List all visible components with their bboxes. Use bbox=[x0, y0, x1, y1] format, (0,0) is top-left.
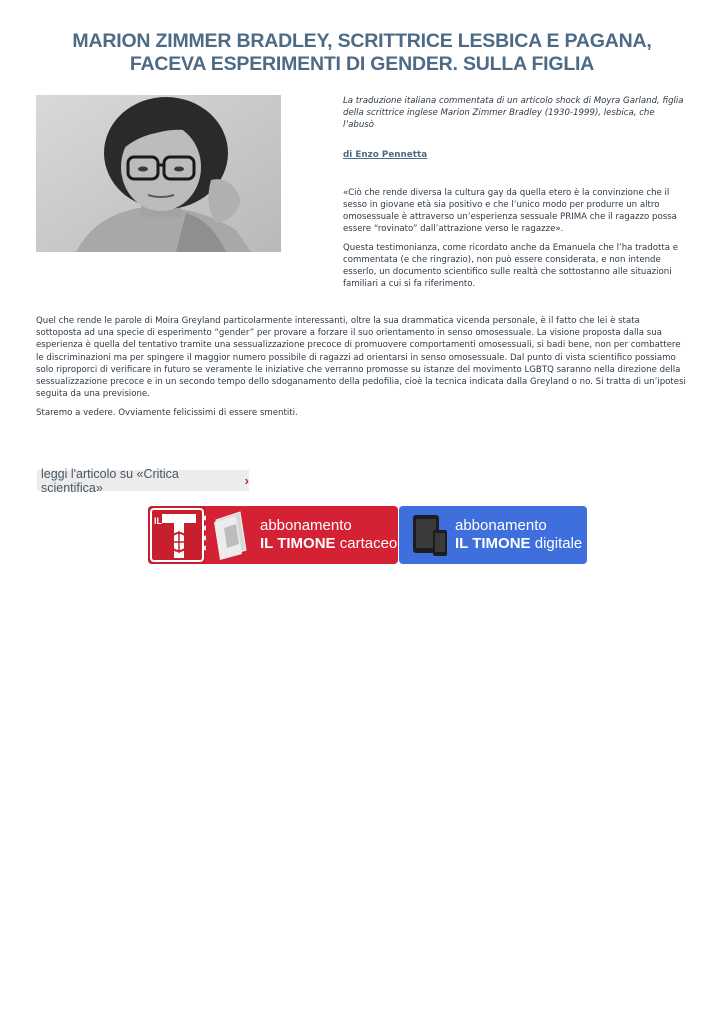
article-intro: La traduzione italiana commentata di un articolo shock di Moyra Garland, figlia della scrittrice inglese Marion Zimmer Bradley (1930-1999), lesbica, che l’abusò bbox=[343, 96, 684, 131]
article-quote: «Ciò che rende diversa la cultura gay da quella etero è la convinzione che il sesso in giovane età sia positivo e che l’unico modo per produrre un altro omosessuale è attraverso un’esperienza sessuale PRIMA che il ragazzo possa essere “rovinato” dall’attrazione verso le ragazze». bbox=[343, 187, 677, 235]
banner-line1: abbonamento bbox=[260, 517, 352, 534]
devices-icon bbox=[399, 506, 455, 564]
banner-suffix: digitale bbox=[534, 535, 583, 552]
print-banner-text bbox=[260, 517, 397, 553]
print-subscription-banner[interactable] bbox=[148, 506, 398, 564]
banner-brand: IL TIMONE bbox=[260, 535, 336, 552]
article-body bbox=[36, 315, 688, 420]
banner-brand: IL TIMONE bbox=[455, 535, 531, 552]
magazine-icon bbox=[206, 506, 254, 564]
svg-text:IL: IL bbox=[154, 516, 162, 526]
digital-subscription-banner[interactable] bbox=[399, 506, 587, 564]
read-more-label: leggi l'articolo su «Critica scientifica» bbox=[41, 466, 179, 495]
read-more-link[interactable] bbox=[37, 466, 249, 495]
article-paragraph: Quel che rende le parole di Moira Greyland particolarmente interessanti, oltre la sua drammatica vicenda personale, è il fatto che lei è stata sottoposta ad una specie di esperimento “gender” per provare a forzare il suo orientamento in senso omosessuale. La visione proposta dalla sua esperienza è quella del tentativo tramite una sessualizzazione precoce di promuovere comportamenti omosessuali, si badi bene, non per combattere le discriminazioni ma per spingere il maggior numero possibile di ragazzi ad orientarsi in senso omosessuale. Dal punto di vista scientifico possiamo solo riproporci di verificare in futuro se veramente le iniziative che verranno promosse su istanze del movimento LGBTQ saranno nella direzione della sessualizzazione precoce e in un secondo tempo dello sdoganamento della pedofilia, cioè la tecnica indicata dalla Greyland o no. Si tratta di un’ipotesi seguita da una previsione. bbox=[36, 316, 686, 400]
digital-banner-text bbox=[455, 517, 582, 553]
il-timone-logo bbox=[148, 506, 206, 564]
chevron-right-icon: › bbox=[244, 473, 249, 488]
article-paragraph: Questa testimonianza, come ricordato anche da Emanuela che l’ha tradotta e commentata (e che ringrazio), non può essere considerata, e non intende esserlo, un documento scientifico sulle realtà che sottostanno alle situazioni familiari a cui si fa riferimento. bbox=[343, 242, 679, 290]
banner-suffix: cartaceo bbox=[339, 535, 398, 552]
author-photo bbox=[36, 95, 281, 252]
author-link[interactable]: di Enzo Pennetta bbox=[343, 149, 428, 160]
article-title: MARION ZIMMER BRADLEY, SCRITTRICE LESBICA E PAGANA, FACEVA ESPERIMENTI DI GENDER. SULLA FIGLIA bbox=[72, 30, 652, 75]
article-paragraph: Staremo a vedere. Ovviamente felicissimi di essere smentiti. bbox=[36, 408, 298, 419]
right-column bbox=[343, 95, 688, 290]
banner-line1: abbonamento bbox=[455, 517, 547, 534]
